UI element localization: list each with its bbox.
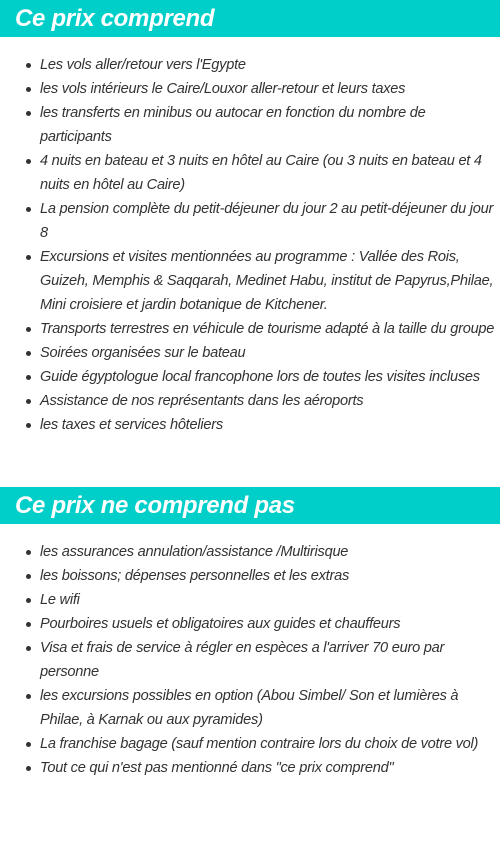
excluded-item: Visa et frais de service à régler en espèces a l'arriver 70 euro par personne xyxy=(0,636,500,684)
excluded-item: Tout ce qui n'est pas mentionné dans "ce prix comprend" xyxy=(0,756,500,780)
excluded-item: les boissons; dépenses personnelles et les extras xyxy=(0,564,500,588)
excluded-item: Pourboires usuels et obligatoires aux guides et chauffeurs xyxy=(0,612,500,636)
included-item: Excursions et visites mentionnées au programme : Vallée des Rois, Guizeh, Memphis & Saqqarah, Medinet Habu, institut de Papyrus,Philae, Mini croisiere et jardin botanique de Kitchener. xyxy=(0,245,500,317)
excluded-item: les excursions possibles en option (Abou Simbel/ Son et lumières à Philae, à Karnak ou aux pyramides) xyxy=(0,684,500,732)
included-item: les taxes et services hôteliers xyxy=(0,413,500,437)
excluded-section-title: Ce prix ne comprend pas xyxy=(0,487,500,524)
included-section-title: Ce prix comprend xyxy=(0,0,500,37)
excluded-item: La franchise bagage (sauf mention contraire lors du choix de votre vol) xyxy=(0,732,500,756)
included-item: Les vols aller/retour vers l'Egypte xyxy=(0,53,500,77)
excluded-item: les assurances annulation/assistance /Multirisque xyxy=(0,540,500,564)
included-item: Guide égyptologue local francophone lors de toutes les visites incluses xyxy=(0,365,500,389)
included-item: 4 nuits en bateau et 3 nuits en hôtel au Caire (ou 3 nuits en bateau et 4 nuits en hôtel au Caire) xyxy=(0,149,500,197)
included-item: les vols intérieurs le Caire/Louxor aller-retour et leurs taxes xyxy=(0,77,500,101)
included-item: La pension complète du petit-déjeuner du jour 2 au petit-déjeuner du jour 8 xyxy=(0,197,500,245)
included-item: Soirées organisées sur le bateau xyxy=(0,341,500,365)
included-items-list xyxy=(0,53,500,437)
included-item: Assistance de nos représentants dans les aéroports xyxy=(0,389,500,413)
excluded-item: Le wifi xyxy=(0,588,500,612)
included-item: les transferts en minibus ou autocar en fonction du nombre de participants xyxy=(0,101,500,149)
included-item: Transports terrestres en véhicule de tourisme adapté à la taille du groupe xyxy=(0,317,500,341)
excluded-items-list xyxy=(0,540,500,780)
